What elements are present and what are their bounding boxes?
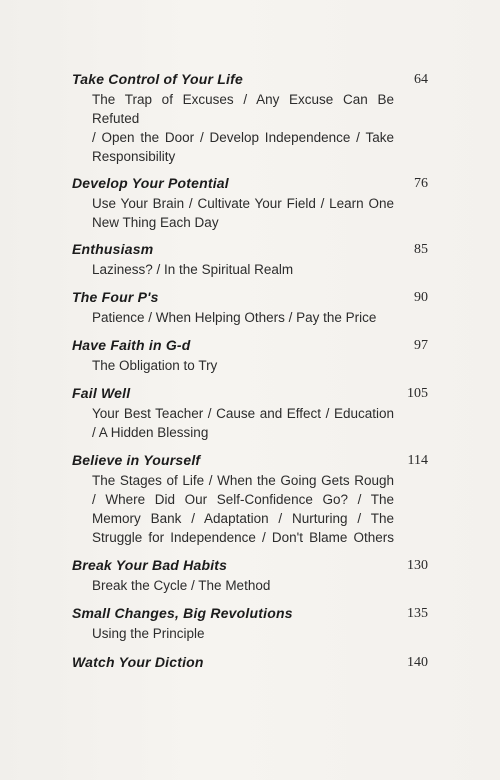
chapter-title: Small Changes, Big Revolutions <box>72 605 293 621</box>
page-number: 114 <box>407 453 428 468</box>
toc-entry <box>72 653 432 671</box>
section-list <box>92 90 394 166</box>
section-line: / A Hidden Blessing <box>92 425 209 440</box>
section-line: Struggle for Independence / Don't Blame Others <box>92 530 394 545</box>
toc-entry <box>72 451 432 547</box>
chapter-title: Enthusiasm <box>72 241 154 257</box>
page-number: 85 <box>414 242 428 257</box>
chapter-title: Develop Your Potential <box>72 175 229 191</box>
section-line: Laziness? / In the Spiritual Realm <box>92 262 294 277</box>
chapter-title: Take Control of Your Life <box>72 71 243 87</box>
section-line: / Open the Door / Develop Independence / Take <box>92 130 394 145</box>
section-line: New Thing Each Day <box>92 215 219 230</box>
toc-entry <box>72 240 432 279</box>
chapter-title: Have Faith in G-d <box>72 337 191 353</box>
table-of-contents <box>72 70 432 671</box>
page-number: 135 <box>407 606 428 621</box>
section-list <box>92 308 394 327</box>
section-list <box>92 471 394 547</box>
section-line: Patience / When Helping Others / Pay the Price <box>92 310 377 325</box>
chapter-title: Watch Your Diction <box>72 654 204 670</box>
page-number: 140 <box>407 655 428 670</box>
section-line: Use Your Brain / Cultivate Your Field / Learn One <box>92 196 394 211</box>
toc-entry <box>72 336 432 375</box>
section-list <box>92 356 394 375</box>
chapter-title: Believe in Yourself <box>72 452 201 468</box>
section-line: / Where Did Our Self-Confidence Go? / The <box>92 492 394 507</box>
section-line: Memory Bank / Adaptation / Nurturing / The <box>92 511 394 526</box>
page-number: 130 <box>407 558 428 573</box>
chapter-title: Fail Well <box>72 385 131 401</box>
page-number: 105 <box>407 386 428 401</box>
section-line: Using the Principle <box>92 626 205 641</box>
page-number: 90 <box>414 290 428 305</box>
section-line: The Stages of Life / When the Going Gets Rough <box>92 473 394 488</box>
page-number: 76 <box>414 176 428 191</box>
section-list <box>92 624 394 643</box>
section-list <box>92 576 394 595</box>
section-list <box>92 404 394 442</box>
section-line: The Obligation to Try <box>92 358 218 373</box>
toc-entry <box>72 384 432 442</box>
section-line: Responsibility <box>92 149 176 164</box>
toc-entry <box>72 288 432 327</box>
page-number: 64 <box>414 72 428 87</box>
section-line: Break the Cycle / The Method <box>92 578 271 593</box>
toc-entry <box>72 604 432 643</box>
toc-entry <box>72 174 432 232</box>
section-line: The Trap of Excuses / Any Excuse Can Be Refuted <box>92 92 394 126</box>
section-line: Your Best Teacher / Cause and Effect / Education <box>92 406 394 421</box>
chapter-title: Break Your Bad Habits <box>72 557 228 573</box>
toc-entry <box>72 556 432 595</box>
toc-entry <box>72 70 432 166</box>
page-number: 97 <box>414 338 428 353</box>
section-list <box>92 260 394 279</box>
section-list <box>92 194 394 232</box>
chapter-title: The Four P's <box>72 289 159 305</box>
